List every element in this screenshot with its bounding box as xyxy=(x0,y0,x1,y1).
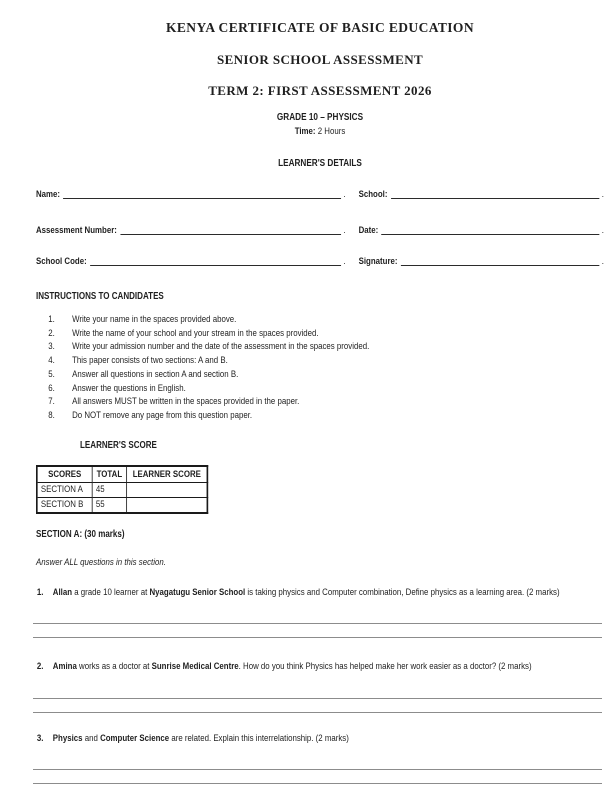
instruction-item xyxy=(36,368,604,382)
answer-line xyxy=(33,712,602,713)
time-label: Time: xyxy=(294,126,316,137)
line-terminator-dot: . xyxy=(343,189,346,200)
instruction-text: Answer the questions in English. xyxy=(72,382,186,394)
score-table-row xyxy=(37,482,208,497)
score-learner-score-cell xyxy=(127,497,208,513)
instruction-text: All answers MUST be written in the spaces provided in the paper. xyxy=(72,396,300,408)
instruction-number: 5. xyxy=(48,368,55,380)
line-terminator-dot: . xyxy=(601,225,604,236)
question-head xyxy=(36,661,604,673)
learners-score-table xyxy=(36,465,208,514)
name-field xyxy=(36,189,346,200)
score-table-header-row xyxy=(37,466,208,483)
exam-level-title: SENIOR SCHOOL ASSESSMENT xyxy=(216,52,424,67)
learners-score-table-wrap xyxy=(36,465,604,514)
question-text-segment: Amina xyxy=(52,661,77,673)
instruction-item xyxy=(36,395,604,409)
question-1 xyxy=(36,587,604,639)
assessment-number-field xyxy=(36,225,346,236)
question-text xyxy=(53,733,604,745)
date-label: Date: xyxy=(358,225,379,236)
score-total-cell: 55 xyxy=(92,497,126,513)
score-section-cell: SECTION A xyxy=(37,482,92,497)
score-section-cell: SECTION B xyxy=(37,497,92,513)
score-total-cell: 45 xyxy=(92,482,126,497)
answer-line xyxy=(33,783,602,784)
score-table-header-cell: TOTAL xyxy=(92,466,126,483)
question-text-segment: Allan xyxy=(52,586,73,598)
learners-details-heading: LEARNER'S DETAILS xyxy=(278,158,362,169)
name-blank-line xyxy=(63,197,341,199)
line-terminator-dot: . xyxy=(601,189,604,200)
date-field xyxy=(359,225,604,236)
instruction-text: Write your name in the spaces provided above. xyxy=(72,314,237,325)
score-table-head xyxy=(37,466,208,483)
assessment-number-blank-line xyxy=(120,233,341,235)
question-head xyxy=(36,733,604,745)
instruction-item xyxy=(36,409,604,423)
school-blank-line xyxy=(391,197,600,199)
question-text-segment: Computer Science xyxy=(100,732,170,744)
question-number: 1. xyxy=(36,586,44,598)
question-2 xyxy=(36,661,604,713)
instruction-text: Do NOT remove any page from this question paper. xyxy=(72,409,253,421)
questions-container xyxy=(36,587,604,785)
question-text xyxy=(53,661,604,673)
question-number: 3. xyxy=(36,732,44,744)
instruction-number: 4. xyxy=(48,355,55,367)
question-text-segment: a grade 10 learner at xyxy=(72,586,150,598)
question-3 xyxy=(36,733,604,785)
instruction-text: This paper consists of two sections: A and B. xyxy=(72,355,228,367)
school-code-field xyxy=(36,256,346,267)
signature-field xyxy=(359,256,604,267)
instruction-item xyxy=(36,354,604,368)
instruction-text: Write the name of your school and your stream in the spaces provided. xyxy=(72,327,319,339)
score-learner-score-cell xyxy=(127,482,208,497)
answer-line xyxy=(33,769,602,770)
question-text-segment: works as a doctor at xyxy=(76,661,152,673)
school-label: School: xyxy=(358,189,388,200)
instruction-item xyxy=(36,382,604,396)
instruction-text: Write your admission number and the date of the assessment in the spaces provided. xyxy=(72,341,370,353)
question-text-segment: . How do you think Physics has helped make her work easier as a doctor? (2 marks) xyxy=(238,661,532,673)
question-text-segment: are related. Explain this interrelationship. (2 marks) xyxy=(169,732,349,744)
form-row-code-signature xyxy=(36,256,604,267)
signature-blank-line xyxy=(401,264,600,266)
score-table-row xyxy=(37,497,208,513)
instructions-list xyxy=(36,313,604,423)
answer-line xyxy=(33,623,602,624)
school-field xyxy=(359,189,604,200)
school-code-blank-line xyxy=(90,264,341,266)
learners-score-heading: LEARNER'S SCORE xyxy=(80,439,157,451)
question-text-segment: is taking physics and Computer combination, Define physics as a learning area. (2 marks) xyxy=(245,586,560,598)
instructions-heading: INSTRUCTIONS TO CANDIDATES xyxy=(36,291,164,302)
name-label: Name: xyxy=(36,189,61,200)
line-terminator-dot: . xyxy=(601,256,604,267)
instruction-number: 7. xyxy=(48,396,55,408)
time-value: 2 Hours xyxy=(317,126,346,137)
signature-label: Signature: xyxy=(358,256,398,267)
assessment-number-label: Assessment Number: xyxy=(36,225,117,236)
instruction-item xyxy=(36,313,604,327)
question-text-segment: Sunrise Medical Centre xyxy=(151,661,239,673)
question-number: 2. xyxy=(36,661,44,673)
time-line xyxy=(36,126,604,137)
answer-line xyxy=(33,637,602,638)
question-text xyxy=(53,587,604,599)
question-head xyxy=(36,587,604,599)
instruction-number: 3. xyxy=(48,341,55,353)
section-a-heading: SECTION A: (30 marks) xyxy=(36,528,125,540)
instruction-item xyxy=(36,327,604,341)
question-text-segment: Physics xyxy=(52,732,83,744)
question-text-segment: and xyxy=(82,732,101,744)
question-text-segment: Nyagatugu Senior School xyxy=(149,586,246,598)
section-a-note: Answer ALL questions in this section. xyxy=(36,556,166,568)
instruction-number: 1. xyxy=(48,314,55,325)
score-table-header-cell: SCORES xyxy=(37,466,92,483)
date-blank-line xyxy=(382,233,600,235)
instruction-text: Answer all questions in section A and section B. xyxy=(72,368,239,380)
answer-line xyxy=(33,698,602,699)
instruction-item xyxy=(36,340,604,354)
score-table-body xyxy=(37,482,208,513)
line-terminator-dot: . xyxy=(343,225,346,236)
form-row-assessment-date xyxy=(36,225,604,236)
score-table-header-cell: LEARNER SCORE xyxy=(127,466,208,483)
line-terminator-dot: . xyxy=(343,256,346,267)
exam-board-title: KENYA CERTIFICATE OF BASIC EDUCATION xyxy=(166,20,474,35)
school-code-label: School Code: xyxy=(36,256,87,267)
form-row-name-school xyxy=(36,189,604,200)
instruction-number: 6. xyxy=(48,382,55,394)
instruction-number: 2. xyxy=(48,327,55,339)
grade-subject-heading: GRADE 10 – PHYSICS xyxy=(276,112,364,123)
exam-term-title: TERM 2: FIRST ASSESSMENT 2026 xyxy=(208,83,432,98)
instruction-number: 8. xyxy=(48,409,55,421)
